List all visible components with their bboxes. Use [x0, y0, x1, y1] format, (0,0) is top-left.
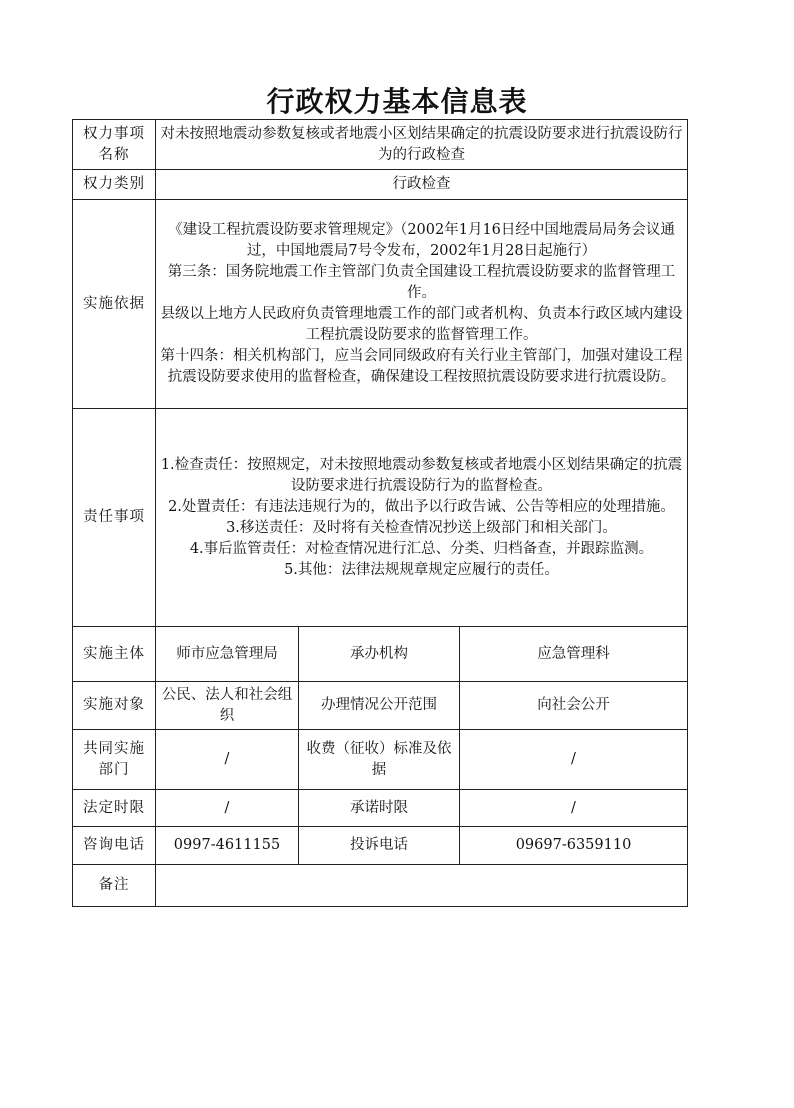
duty-line: 5.其他：法律法规规章规定应履行的责任。: [284, 561, 559, 578]
row-time: [73, 790, 688, 827]
basis-line: 第三条：国务院地震工作主管部门负责全国建设工程抗震设防要求的监督管理工作。: [167, 264, 676, 301]
power-name-label: 权力事项名称: [73, 120, 156, 170]
basis-line: 县级以上地方人民政府负责管理地震工作的部门或者机构、负责本行政区域内建设工程抗震设防要求的监督管理工作。: [160, 306, 683, 343]
remark-label: 备注: [73, 865, 156, 907]
disclosure-scope-label: 办理情况公开范围: [299, 682, 460, 730]
complaint-phone-value: 09697-6359110: [460, 827, 688, 865]
row-power-category: [73, 170, 688, 200]
row-phone: [73, 827, 688, 865]
remark-value: [156, 865, 688, 907]
consult-phone-label: 咨询电话: [73, 827, 156, 865]
joint-dept-label: 共同实施部门: [73, 730, 156, 790]
disclosure-scope-value: 向社会公开: [460, 682, 688, 730]
joint-dept-value: /: [156, 730, 299, 790]
row-power-name: [73, 120, 688, 170]
handling-org-value: 应急管理科: [460, 627, 688, 682]
power-category-label: 权力类别: [73, 170, 156, 200]
basis-label: 实施依据: [73, 200, 156, 409]
fee-standard-label: 收费（征收）标准及依据: [299, 730, 460, 790]
power-name-value: 对未按照地震动参数复核或者地震小区划结果确定的抗震设防要求进行抗震设防行为的行政检查: [156, 120, 688, 170]
page-title: 行政权力基本信息表: [266, 85, 528, 118]
duty-line: 2.处置责任：有违法违规行为的，做出予以行政告诫、公告等相应的处理措施。: [168, 498, 675, 515]
duty-value: [156, 409, 688, 627]
target-value: 公民、法人和社会组织: [156, 682, 299, 730]
duty-line: 4.事后监管责任：对检查情况进行汇总、分类、归档备查，并跟踪监测。: [189, 540, 654, 557]
subject-label: 实施主体: [73, 627, 156, 682]
duty-label: 责任事项: [73, 409, 156, 627]
duty-line: 3.移送责任：及时将有关检查情况抄送上级部门和相关部门。: [226, 519, 617, 536]
power-category-value: 行政检查: [156, 170, 688, 200]
promised-time-label: 承诺时限: [299, 790, 460, 827]
duty-line: 1.检查责任：按照规定，对未按照地震动参数复核或者地震小区划结果确定的抗震设防要求进行抗震设防行为的监督检查。: [160, 456, 683, 494]
subject-value: 师市应急管理局: [156, 627, 299, 682]
basis-value: [156, 200, 688, 409]
row-target: [73, 682, 688, 730]
target-label: 实施对象: [73, 682, 156, 730]
legal-time-label: 法定时限: [73, 790, 156, 827]
consult-phone-value: 0997-4611155: [156, 827, 299, 865]
row-duty: [73, 409, 688, 627]
basis-line: 《建设工程抗震设防要求管理规定》（2002年1月16日经中国地震局局务会议通过，中国地震局7号令发布，2002年1月28日起施行）: [168, 222, 675, 259]
info-table: [72, 119, 688, 907]
row-basis: [73, 200, 688, 409]
legal-time-value: /: [156, 790, 299, 827]
row-remark: [73, 865, 688, 907]
row-subject: [73, 627, 688, 682]
promised-time-value: /: [460, 790, 688, 827]
basis-line: 第十四条：相关机构部门，应当会同同级政府有关行业主管部门，加强对建设工程抗震设防要求使用的监督检查，确保建设工程按照抗震设防要求进行抗震设防。: [160, 348, 683, 385]
handling-org-label: 承办机构: [299, 627, 460, 682]
complaint-phone-label: 投诉电话: [299, 827, 460, 865]
row-joint: [73, 730, 688, 790]
fee-standard-value: /: [460, 730, 688, 790]
